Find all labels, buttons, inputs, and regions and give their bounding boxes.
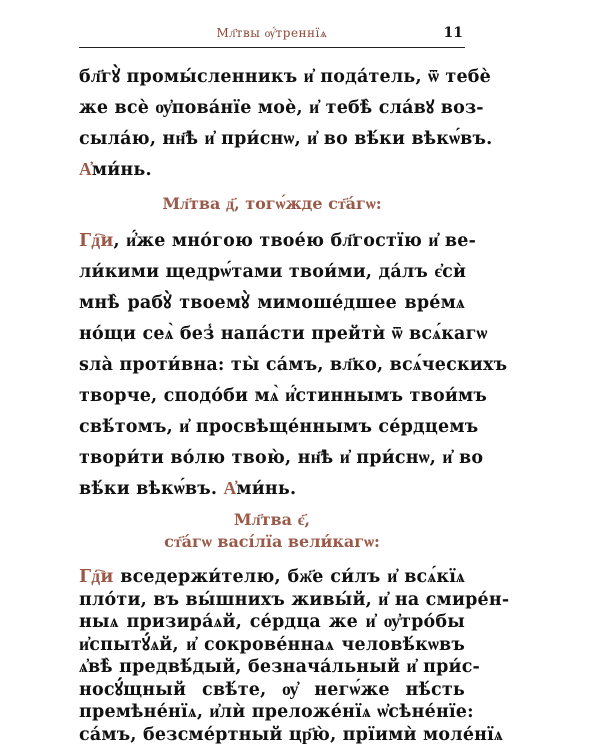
text-line: мнѣ̀ рабꙋ̀ твоемꙋ̀ мимоше́дшее вре́мѧ (79, 293, 465, 313)
text-line: сыла́ю, нн҃ѣ и҆ при́снѡ, и҆ во вѣ́ки вѣкѡ́въ. (79, 129, 493, 149)
text-line: же всѐ ѹ҆пова́нїе моѐ, и҆ тебѣ̀ сла́вꙋ воз- (79, 98, 484, 118)
line-text: вседержи́телю, бж҃е си́лъ и҆ всѧ́кїѧ (113, 567, 465, 587)
line-text: вѣ́ки вѣкѡ́въ. (79, 479, 218, 499)
text-line: и҆спытꙋ́ѧй, и҆ сокрове́ннаѧ человѣ́кѡвъ (79, 634, 465, 655)
amen-text: ми́нь. (236, 479, 297, 499)
running-header (79, 24, 465, 46)
page-number: 11 (443, 25, 463, 41)
text-line: твори́ти во́лю твою̀, нн҃ѣ и҆ при́снѡ, и҆ во (79, 448, 484, 468)
text-line (79, 230, 477, 252)
text-line: са́мъ, безсме́ртный цр҃ю̀, прїимѝ моле́нїѧ (79, 724, 503, 745)
amen-line (79, 478, 465, 500)
text-line: ѧ҆вѣ̀ предвѣ́дый, безнача́льный и҆ при́с- (79, 657, 481, 677)
red-initial: Гд҇и (79, 567, 114, 587)
text-line: свѣ́томъ, и҆ просвѣще́ннымъ се́рдцемъ (79, 417, 479, 437)
text-line: премѣне́нїѧ, и҆лѝ преложе́нїѧ ѡ҆сѣне́нїе: (79, 702, 474, 722)
prayer-heading: Мл҃тва є҃, (233, 510, 311, 529)
running-title: Мл҃твы ѹ҆́треннїѧ (216, 26, 328, 40)
line-text: , и҆́же мно́гою твое́ю бл҃гостїю и҆ ве- (113, 231, 477, 251)
text-line: но́щи сеѧ̀ без̾ напа́сти прейтѝ ѿ всѧ́кагѡ (79, 324, 488, 344)
text-line: носꙋ́щный свѣ́те, ѹ҆ негѡ́же нѣ́сть (79, 679, 465, 700)
text-line: ныѧ призира́ѧй, се́рдца же и҆ ѹ҆тро́бы (79, 612, 465, 632)
text-line: ли́кими щедрѡ́тами твои́ми, да́лъ є҆сѝ (79, 262, 467, 282)
red-initial: Гд҇и (79, 231, 114, 251)
text-line (79, 566, 465, 588)
amen-line (79, 159, 465, 181)
text-line: пло́ти, въ вы́шнихъ живы́й, и҆ на смире́н- (79, 589, 510, 610)
text-line: бл҃гꙋ̀ промы́сленникъ и҆ пода́тель, ѿ тебѐ (79, 67, 491, 87)
prayer-heading: Мл҃тва д҃, тогѡ́жде ст҃а́гѡ: (162, 194, 382, 213)
header-rule (79, 47, 465, 48)
text-line: ѕла̀ проти́вна: ты̀ са́мъ, вл҃ко, всѧ́ческихъ (79, 355, 508, 375)
prayer-heading-subtitle: ст҃а́гѡ васі́лїа вели́кагѡ: (164, 532, 380, 551)
red-initial: А҆ (79, 160, 92, 180)
text-line: творче, сподо́би мѧ̀ и҆́стиннымъ твои́мъ (79, 386, 488, 406)
amen-text: ми́нь. (91, 160, 152, 180)
red-initial: А҆ (223, 479, 237, 499)
